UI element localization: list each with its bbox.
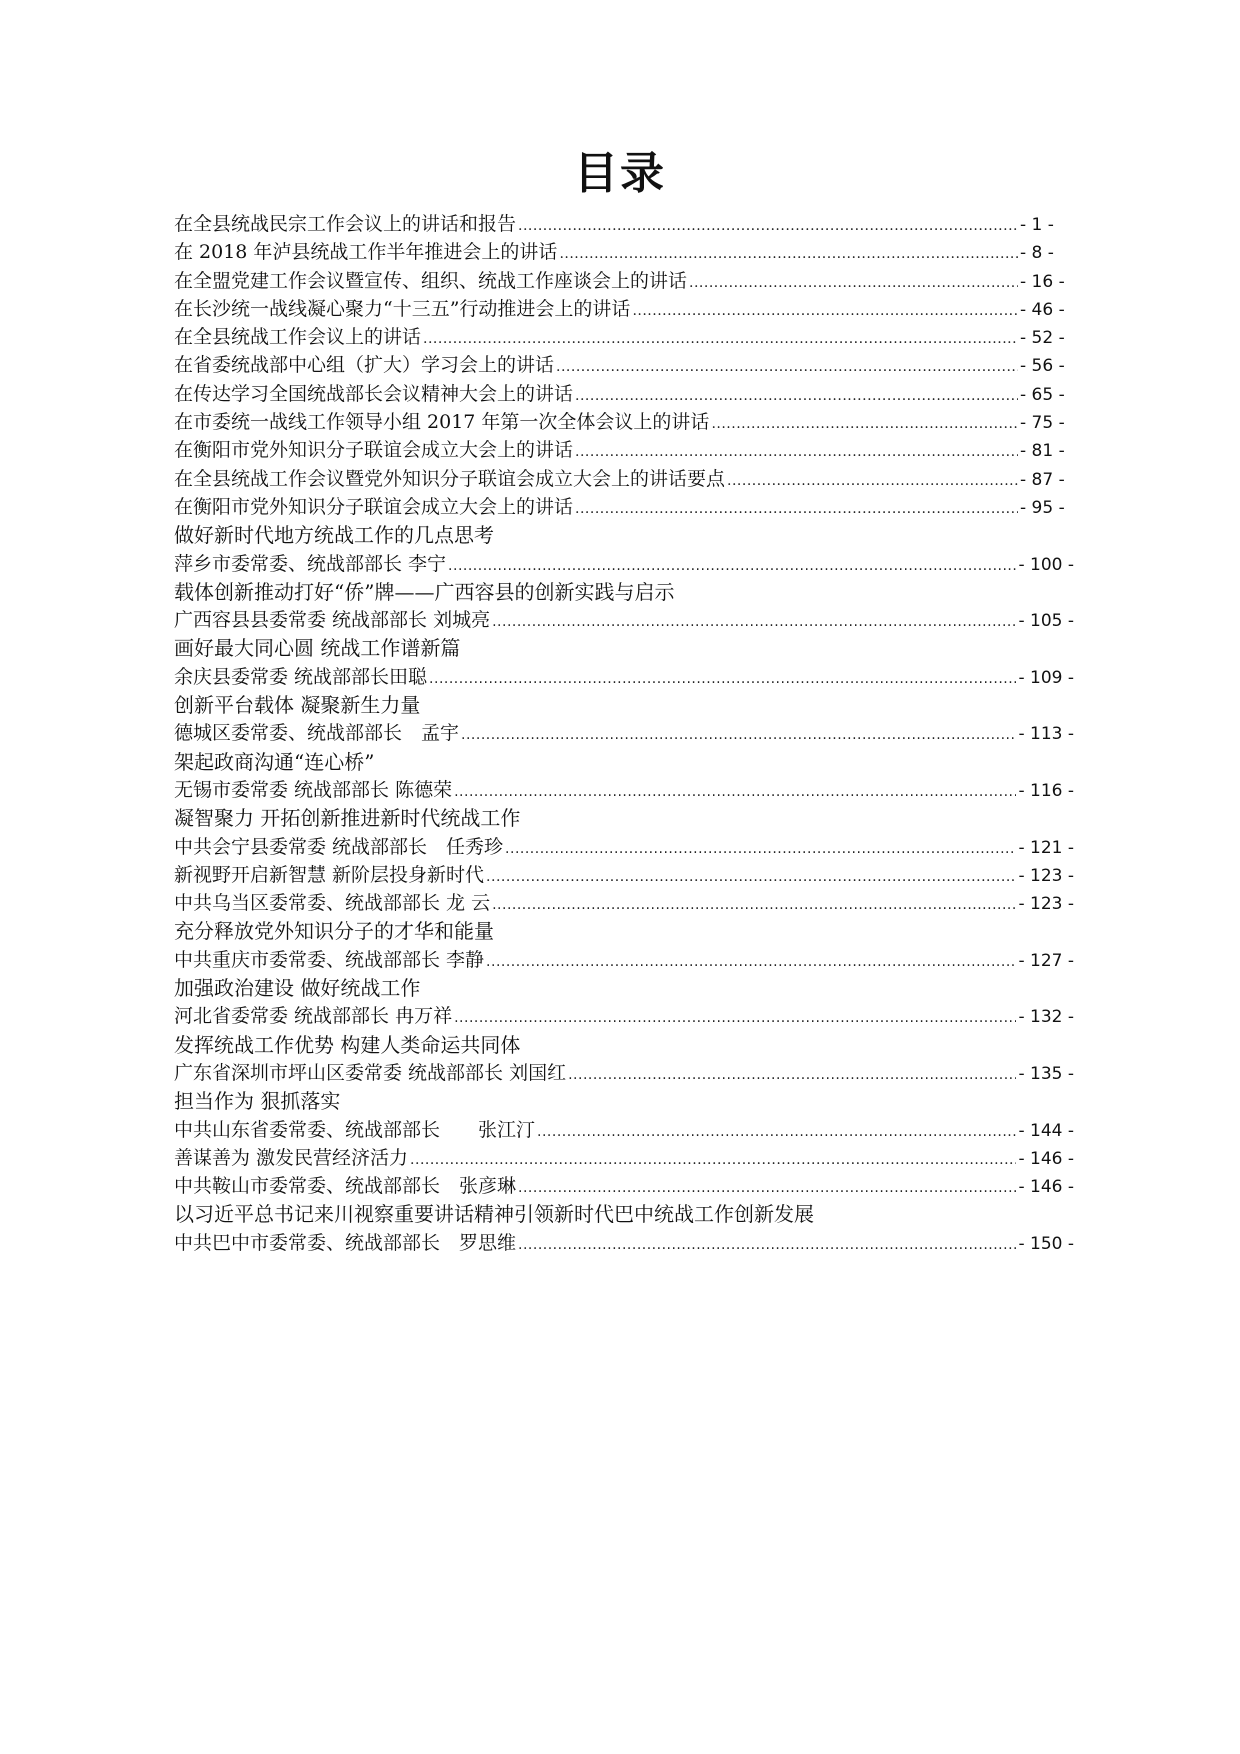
toc-page-number: - 146 - bbox=[1018, 1148, 1074, 1169]
toc-entry-text: 无锡市委常委 统战部部长 陈德荣 bbox=[174, 778, 453, 801]
toc-entry-text: 在全县统战民宗工作会议上的讲话和报告 bbox=[174, 213, 517, 235]
toc-page-number: - 150 - bbox=[1018, 1233, 1074, 1254]
toc-entry-text: 以习近平总书记来川视察重要讲话精神引领新时代巴中统战工作创新发展 bbox=[174, 1202, 814, 1227]
toc-entry-text: 充分释放党外知识分子的才华和能量 bbox=[174, 919, 494, 944]
toc-page-number: - 113 - bbox=[1018, 724, 1074, 745]
dot-leader bbox=[486, 948, 1016, 976]
toc-page-number: - 105 - bbox=[1018, 611, 1074, 632]
toc-entry-text: 做好新时代地方统战工作的几点思考 bbox=[174, 523, 494, 548]
toc-heading bbox=[174, 974, 1074, 1002]
toc-entry-text: 在传达学习全国统战部长会议精神大会上的讲话 bbox=[174, 382, 574, 405]
toc-page-number: - 16 - bbox=[1020, 271, 1065, 292]
dot-leader bbox=[575, 382, 1018, 410]
toc-page-number: - 65 - bbox=[1020, 384, 1065, 405]
toc-entry-text: 在全县统战工作会议上的讲话 bbox=[174, 326, 422, 349]
dot-leader bbox=[689, 269, 1018, 297]
toc-page-number: - 121 - bbox=[1018, 837, 1074, 858]
toc-page-number: - 109 - bbox=[1018, 667, 1074, 688]
toc-entry-text: 广东省深圳市坪山区委常委 统战部部长 刘国红 bbox=[174, 1061, 567, 1084]
toc-entry-text: 在衡阳市党外知识分子联谊会成立大会上的讲话 bbox=[174, 495, 574, 518]
toc-page-number: - 56 - bbox=[1020, 356, 1065, 377]
toc-author-entry[interactable] bbox=[174, 1059, 1074, 1087]
toc-entry-text: 凝智聚力 开拓创新推进新时代统战工作 bbox=[174, 806, 521, 831]
toc-entry-text: 中共山东省委常委、统战部部长 张江汀 bbox=[174, 1118, 536, 1141]
dot-leader bbox=[518, 212, 1018, 240]
dot-leader bbox=[423, 325, 1018, 353]
toc-heading bbox=[174, 804, 1074, 832]
dot-leader bbox=[575, 495, 1018, 523]
toc-entry-text: 在长沙统一战线凝心聚力“十三五”行动推进会上的讲话 bbox=[174, 297, 631, 320]
toc-author-entry[interactable] bbox=[174, 1172, 1074, 1200]
toc-author-entry[interactable] bbox=[174, 550, 1074, 578]
toc-entry[interactable] bbox=[174, 267, 1074, 295]
toc-entry-text: 发挥统战工作优势 构建人类命运共同体 bbox=[174, 1032, 521, 1057]
toc-page-number: - 146 - bbox=[1018, 1177, 1074, 1198]
toc-entry[interactable] bbox=[174, 436, 1074, 464]
dot-leader bbox=[454, 778, 1016, 806]
toc-page-number: - 123 - bbox=[1018, 894, 1074, 915]
toc-entry[interactable] bbox=[174, 1144, 1074, 1172]
toc-entry[interactable] bbox=[174, 408, 1074, 436]
toc-page-number: - 87 - bbox=[1020, 469, 1065, 490]
toc-page-number: - 132 - bbox=[1018, 1007, 1074, 1028]
toc-entry-text: 中共会宁县委常委 统战部部长 任秀珍 bbox=[174, 835, 504, 858]
toc-heading bbox=[174, 521, 1074, 549]
toc-title: 目录 bbox=[574, 148, 666, 199]
toc-entry-text: 中共乌当区委常委、统战部部长 龙 云 bbox=[174, 892, 491, 915]
toc-author-entry[interactable] bbox=[174, 833, 1074, 861]
dot-leader bbox=[632, 297, 1018, 325]
toc-heading bbox=[174, 578, 1074, 606]
toc-page-number: - 1 - bbox=[1020, 215, 1054, 235]
dot-leader bbox=[575, 438, 1018, 466]
toc-entry-text: 河北省委常委 统战部部长 冉万祥 bbox=[174, 1005, 453, 1028]
toc-heading bbox=[174, 1200, 1074, 1228]
toc-entry[interactable] bbox=[174, 238, 1074, 266]
toc-entry[interactable] bbox=[174, 323, 1074, 351]
toc-heading bbox=[174, 748, 1074, 776]
dot-leader bbox=[454, 1004, 1016, 1032]
toc-entry-text: 新视野开启新智慧 新阶层投身新时代 bbox=[174, 863, 485, 886]
dot-leader bbox=[568, 1061, 1016, 1089]
toc-entry-text: 担当作为 狠抓落实 bbox=[174, 1089, 341, 1114]
dot-leader bbox=[537, 1118, 1016, 1146]
toc-entry-text: 中共巴中市委常委、统战部部长 罗思维 bbox=[174, 1231, 517, 1254]
toc-heading bbox=[174, 691, 1074, 719]
toc-entry-text: 加强政治建设 做好统战工作 bbox=[174, 976, 421, 1001]
toc-entry-text: 架起政商沟通“连心桥” bbox=[174, 749, 375, 774]
toc-entry-text: 在省委统战部中心组（扩大）学习会上的讲话 bbox=[174, 354, 555, 377]
toc-author-entry[interactable] bbox=[174, 776, 1074, 804]
toc-heading bbox=[174, 917, 1074, 945]
toc-heading bbox=[174, 634, 1074, 662]
toc-entry-text: 载体创新推动打好“侨”牌——广西容县的创新实践与启示 bbox=[174, 579, 675, 604]
toc-entry[interactable] bbox=[174, 465, 1074, 493]
toc-author-entry[interactable] bbox=[174, 946, 1074, 974]
dot-leader bbox=[559, 240, 1018, 268]
toc-page-number: - 52 - bbox=[1020, 328, 1065, 349]
toc-page-number: - 116 - bbox=[1018, 780, 1074, 801]
dot-leader bbox=[711, 410, 1018, 438]
toc-author-entry[interactable] bbox=[174, 1002, 1074, 1030]
toc-entry-text: 余庆县委常委 统战部部长田聪 bbox=[174, 665, 428, 688]
toc-page-number: - 8 - bbox=[1020, 243, 1054, 264]
dot-leader bbox=[492, 891, 1016, 919]
toc-author-entry[interactable] bbox=[174, 719, 1074, 747]
dot-leader bbox=[461, 721, 1016, 749]
toc-author-entry[interactable] bbox=[174, 889, 1074, 917]
toc-entry-text: 在 2018 年泸县统战工作半年推进会上的讲话 bbox=[174, 241, 558, 264]
toc-page-number: - 144 - bbox=[1018, 1120, 1074, 1141]
toc-heading bbox=[174, 1087, 1074, 1115]
toc-entry-text: 创新平台载体 凝聚新生力量 bbox=[174, 693, 421, 718]
toc-entry-text: 中共重庆市委常委、统战部部长 李静 bbox=[174, 948, 485, 971]
toc-entry-text: 中共鞍山市委常委、统战部部长 张彦琳 bbox=[174, 1175, 517, 1198]
toc-page-number: - 127 - bbox=[1018, 950, 1074, 971]
toc-page-number: - 81 - bbox=[1020, 441, 1065, 462]
toc-page-number: - 123 - bbox=[1018, 865, 1074, 886]
toc-entry[interactable] bbox=[174, 295, 1074, 323]
toc-entry[interactable] bbox=[174, 351, 1074, 379]
toc-page-number: - 46 - bbox=[1020, 299, 1065, 320]
dot-leader bbox=[518, 1174, 1016, 1202]
toc-page-number: - 95 - bbox=[1020, 497, 1065, 518]
dot-leader bbox=[429, 665, 1016, 693]
dot-leader bbox=[410, 1146, 1016, 1174]
toc-page-number: - 100 - bbox=[1018, 554, 1074, 575]
toc-list bbox=[174, 210, 1074, 1257]
toc-author-entry[interactable] bbox=[174, 1116, 1074, 1144]
toc-entry-text: 画好最大同心圆 统战工作谱新篇 bbox=[174, 636, 461, 661]
toc-entry-text: 在市委统一战线工作领导小组 2017 年第一次全体会议上的讲话 bbox=[174, 411, 710, 434]
dot-leader bbox=[556, 353, 1018, 381]
toc-entry-text: 广西容县县委常委 统战部部长 刘城亮 bbox=[174, 609, 491, 632]
toc-entry-text: 德城区委常委、统战部部长 孟宇 bbox=[174, 722, 460, 745]
dot-leader bbox=[492, 608, 1016, 636]
dot-leader bbox=[727, 467, 1018, 495]
toc-entry[interactable] bbox=[174, 861, 1074, 889]
toc-entry-text: 萍乡市委常委、统战部部长 李宁 bbox=[174, 552, 447, 575]
dot-leader bbox=[486, 863, 1016, 891]
toc-entry-text: 善谋善为 激发民营经济活力 bbox=[174, 1146, 409, 1169]
toc-author-entry[interactable] bbox=[174, 1229, 1074, 1257]
dot-leader bbox=[505, 835, 1016, 863]
toc-heading bbox=[174, 1031, 1074, 1059]
toc-author-entry[interactable] bbox=[174, 663, 1074, 691]
toc-entry[interactable] bbox=[174, 493, 1074, 521]
dot-leader bbox=[448, 552, 1016, 580]
toc-page-number: - 135 - bbox=[1018, 1063, 1074, 1084]
toc-entry-text: 在衡阳市党外知识分子联谊会成立大会上的讲话 bbox=[174, 439, 574, 462]
toc-author-entry[interactable] bbox=[174, 606, 1074, 634]
toc-page-number: - 75 - bbox=[1020, 413, 1065, 434]
toc-entry-text: 在全盟党建工作会议暨宣传、组织、统战工作座谈会上的讲话 bbox=[174, 269, 688, 292]
toc-entry[interactable] bbox=[174, 380, 1074, 408]
toc-entry[interactable] bbox=[174, 210, 1074, 238]
toc-entry-text: 在全县统战工作会议暨党外知识分子联谊会成立大会上的讲话要点 bbox=[174, 467, 726, 490]
dot-leader bbox=[518, 1231, 1016, 1259]
